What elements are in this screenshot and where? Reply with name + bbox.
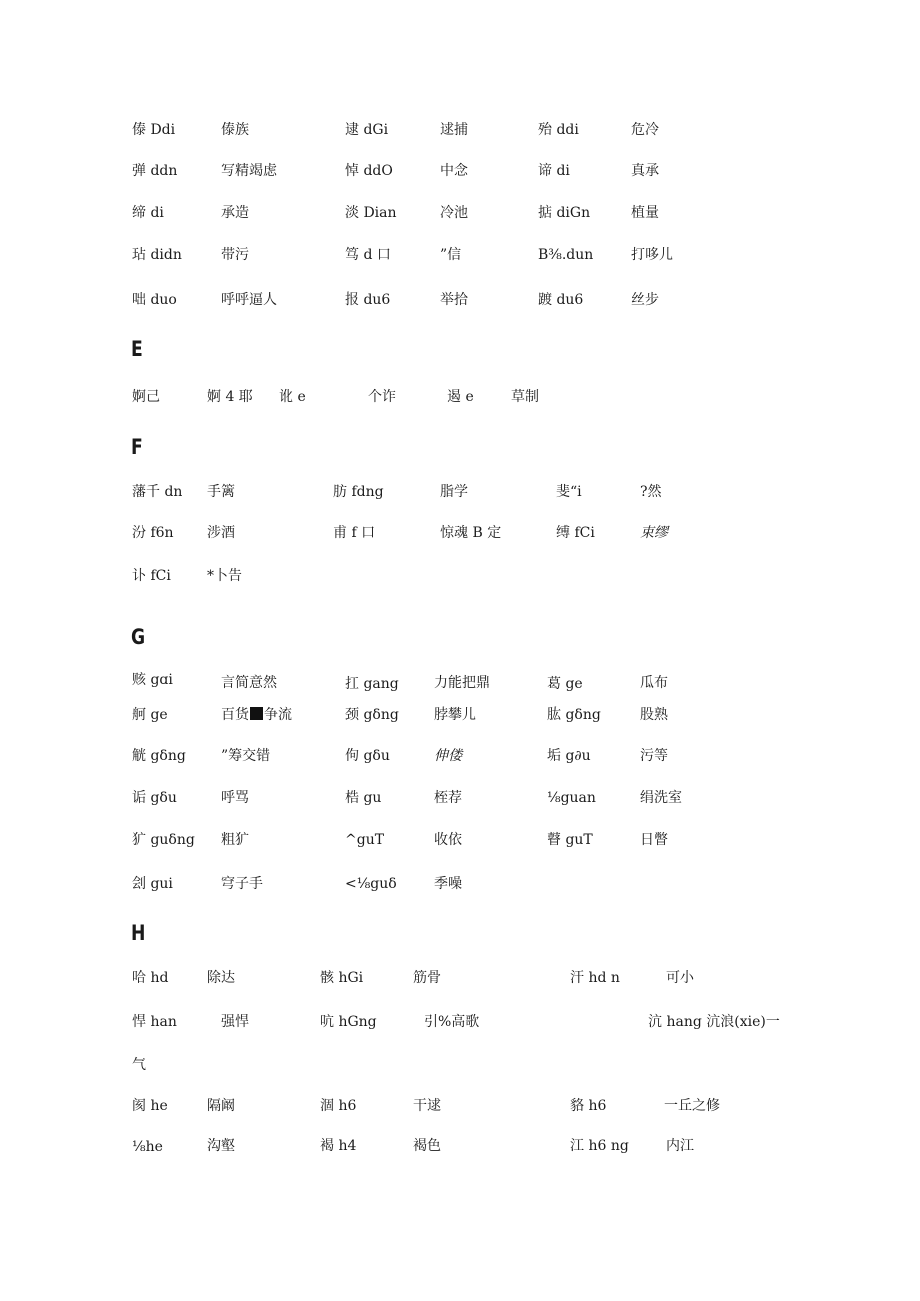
word: 污等 <box>640 748 668 764</box>
word: 呼呼逼人 <box>221 292 277 308</box>
word: 可小 <box>666 970 694 986</box>
word: ”筹交错 <box>221 748 271 764</box>
word: 举拾 <box>440 292 468 308</box>
word: 涸 h6 <box>320 1098 357 1114</box>
word: 刽 gui <box>132 876 173 892</box>
word: 股熟 <box>640 707 668 723</box>
word: 掂 diGn <box>538 205 591 221</box>
word: 草制 <box>511 389 539 405</box>
word: 赅 gɑi <box>132 672 173 688</box>
word: 讹 e <box>279 389 306 405</box>
word: 缔 di <box>132 205 164 221</box>
word: 婀 4 耶 <box>207 389 253 405</box>
word: 争流 <box>264 707 292 723</box>
word: 危冷 <box>631 122 659 138</box>
word: 踱 du6 <box>538 292 584 308</box>
word: 垢 g∂u <box>547 748 591 764</box>
word: 沟壑 <box>207 1138 235 1154</box>
word: 褐 h4 <box>320 1138 357 1154</box>
word: 诟 gδu <box>132 790 177 806</box>
word: 藩千 dn <box>132 484 183 500</box>
word: 婀己 <box>132 389 160 405</box>
word: 骸 hGi <box>320 970 364 986</box>
word: 脂学 <box>440 484 468 500</box>
word: 觥 gδng <box>132 748 186 764</box>
word: 傣族 <box>221 122 249 138</box>
word: 讣 fCi <box>132 568 171 584</box>
word: 淡 Dian <box>345 205 397 221</box>
word: 内江 <box>666 1138 694 1154</box>
word: 穹子手 <box>221 876 263 892</box>
word: 扛 gang <box>345 676 399 692</box>
word: 桎荐 <box>434 790 462 806</box>
word: 遏 e <box>447 389 474 405</box>
section-heading-g: G <box>131 625 146 649</box>
word: 瞽 guT <box>547 832 593 848</box>
word: 谛 di <box>538 163 570 179</box>
word: 绢洗室 <box>640 790 682 806</box>
word: 笃 d 口 <box>345 247 391 263</box>
word: 肱 gδng <box>547 707 601 723</box>
word: ”信 <box>440 247 462 263</box>
word: 斐“i <box>556 484 582 500</box>
word: 除达 <box>207 970 235 986</box>
word: 个诈 <box>368 389 396 405</box>
word: 隔阚 <box>207 1098 235 1114</box>
word: 带污 <box>221 247 249 263</box>
word: 冷池 <box>440 205 468 221</box>
word: 筋骨 <box>413 970 441 986</box>
word: 吭 hGng <box>320 1014 377 1030</box>
word: 咄 duo <box>132 292 177 308</box>
word: 殆 ddi <box>538 122 579 138</box>
word: 脖攀儿 <box>434 707 476 723</box>
word: 报 du6 <box>345 292 391 308</box>
word: 葛 ge <box>547 676 583 692</box>
word: 粗犷 <box>221 832 249 848</box>
word: 打哆儿 <box>631 247 673 263</box>
word: 涉酒 <box>207 525 235 541</box>
word: 一丘之修 <box>664 1098 720 1114</box>
word: 呼骂 <box>221 790 249 806</box>
word: 貉 h6 <box>570 1098 607 1114</box>
section-heading-h: H <box>131 921 146 945</box>
word: 肪 fdng <box>333 484 384 500</box>
word: 甫 f 口 <box>333 525 376 541</box>
word: 江 h6 ng <box>570 1138 629 1154</box>
word: 言简意然 <box>221 675 277 691</box>
word: 力能把鼎 <box>434 675 490 691</box>
word: 强悍 <box>221 1014 249 1030</box>
word: 哈 hd <box>132 970 169 986</box>
word: 汾 f6n <box>132 525 174 541</box>
word: 气 <box>132 1057 146 1073</box>
word: ^guT <box>345 832 385 848</box>
word: 伸偻 <box>434 748 462 764</box>
word: 傣 Ddi <box>132 122 176 138</box>
word: 写精竭虑 <box>221 163 277 179</box>
word: ?然 <box>640 484 662 500</box>
word: ⅛he <box>132 1139 163 1155</box>
word: 丝步 <box>631 292 659 308</box>
word: 阂 he <box>132 1098 168 1114</box>
word: 沆 hang 沆浪(xie)一 <box>648 1014 780 1030</box>
word: 褐色 <box>413 1138 441 1154</box>
word: 悼 ddO <box>345 163 393 179</box>
word: 颈 gδng <box>345 707 399 723</box>
word: 束缪 <box>640 525 668 541</box>
word: 季噪 <box>434 876 462 892</box>
word: 植量 <box>631 205 659 221</box>
word: *卜告 <box>207 568 242 584</box>
word: 汗 hd n <box>570 970 620 986</box>
word: <⅛guδ <box>345 876 397 892</box>
word: 舸 ge <box>132 707 168 723</box>
word: 惊魂 B 定 <box>440 525 502 541</box>
word-with-block <box>221 706 292 724</box>
word: 百货 <box>221 707 249 723</box>
word: 弹 ddn <box>132 163 178 179</box>
word: 干逑 <box>413 1098 441 1114</box>
word: 逮 dGi <box>345 122 389 138</box>
word: 梏 gu <box>345 790 382 806</box>
word: 玷 didn <box>132 247 182 263</box>
word: ⅛guan <box>547 790 596 806</box>
word: 引%高歌 <box>424 1014 480 1030</box>
word: 承造 <box>221 205 249 221</box>
word: B⅜.dun <box>538 247 594 263</box>
word: 真承 <box>631 163 659 179</box>
word: 悍 han <box>132 1014 177 1030</box>
word: 缚 fCi <box>556 525 595 541</box>
word: 中念 <box>440 163 468 179</box>
word: 收依 <box>434 832 462 848</box>
word: 犷 guδng <box>132 832 195 848</box>
word: 瓜布 <box>640 675 668 691</box>
section-heading-f: F <box>131 435 143 459</box>
word: 手篱 <box>207 484 235 500</box>
word: 逑捕 <box>440 122 468 138</box>
section-heading-e: E <box>131 337 143 361</box>
word: 日瞥 <box>640 832 668 848</box>
black-square-icon <box>250 707 263 720</box>
word: 佝 gδu <box>345 748 390 764</box>
